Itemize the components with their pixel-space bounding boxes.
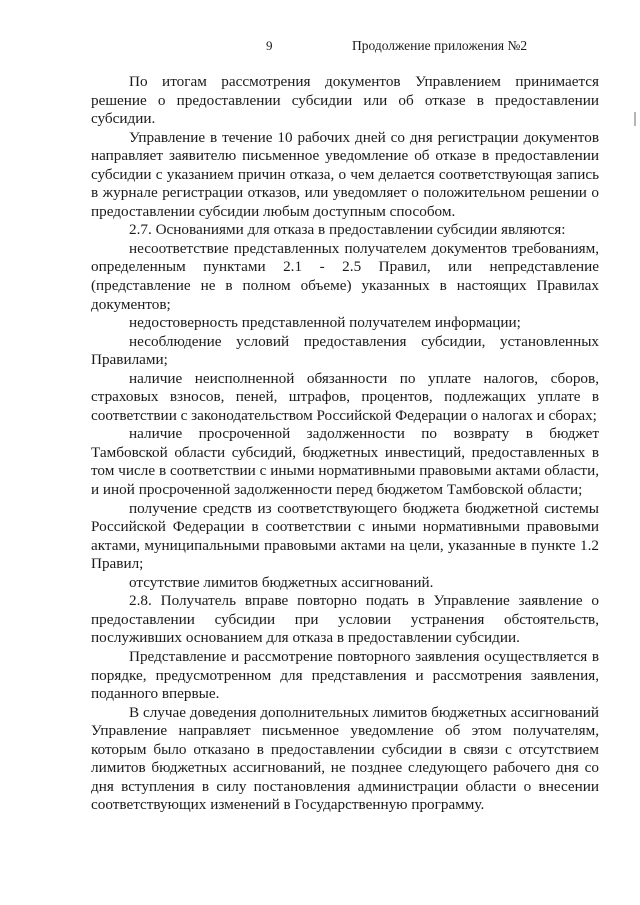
body-text: [91, 73, 599, 815]
paragraph-2-8: 2.8. Получатель вправе повторно подать в Управление заявление о предоставлении субсидии при условии устранения обстоятельств, послуживших основанием для отказа в предоставлении субсидии.: [91, 592, 599, 647]
list-item-budget-debt: наличие просроченной задолженности по возврату в бюджет Тамбовской области субсидий, бюджетных инвестиций, предоставленных в том числе в соответствии с иными нормативными правовыми актами области, и иной просроченной задолженности перед бюджетом Тамбовской области;: [91, 425, 599, 499]
running-head: Продолжение приложения №2: [352, 38, 528, 53]
paragraph-2-7-heading: 2.7. Основаниями для отказа в предоставлении субсидии являются:: [129, 221, 566, 239]
list-item-tax-debt: наличие неисполненной обязанности по уплате налогов, сборов, страховых взносов, пеней, штрафов, процентов, подлежащих уплате в соответствии с законодательством Российской Федерации о налогах и сборах;: [91, 369, 599, 424]
list-item-other-funds: получение средств из соответствующего бюджета бюджетной системы Российской Федерации в соответствии с иными нормативными правовыми актами, муниципальными правовыми актами на цели, указанные в пункте 1.2 Правил;: [91, 499, 599, 573]
list-item-no-limits: отсутствие лимитов бюджетных ассигнований.: [129, 573, 434, 591]
page-number: 9: [266, 38, 273, 53]
list-item-inaccuracy: недостоверность представленной получателем информации;: [129, 314, 521, 332]
list-item-conditions: несоблюдение условий предоставления субсидии, установленных Правилами;: [91, 332, 599, 369]
list-item-noncompliance: несоответствие представленных получателем документов требованиям, определенным пунктами 2.1 - 2.5 Правил, или непредставление (представление не в полном объеме) указанных в настоящих Правилах документов;: [91, 239, 599, 313]
paragraph-notification: Управление в течение 10 рабочих дней со дня регистрации документов направляет заявителю письменное уведомление об отказе в предоставлении субсидии с указанием причин отказа, о чем делается соответствующая запись в журнале регистрации отказов, или уведомляет о положительном решении о предоставлении субсидии любым доступным способом.: [91, 128, 599, 220]
paragraph-additional-limits: В случае доведения дополнительных лимитов бюджетных ассигнований Управление направляет письменное уведомление об этом получателям, которым было отказано в предоставлении субсидии в связи с отсутствием лимитов бюджетных ассигнований, не позднее следующего рабочего дня со дня вступления в силу постановления администрации области о внесении соответствующих изменений в Государственную программу.: [91, 703, 599, 814]
paragraph-resubmission: Представление и рассмотрение повторного заявления осуществляется в порядке, предусмотренном для представления и рассмотрения заявления, поданного впервые.: [91, 647, 599, 703]
scan-mark: [634, 112, 636, 126]
paragraph-decision: По итогам рассмотрения документов Управлением принимается решение о предоставлении субсидии или об отказе в предоставлении субсидии.: [91, 73, 599, 128]
